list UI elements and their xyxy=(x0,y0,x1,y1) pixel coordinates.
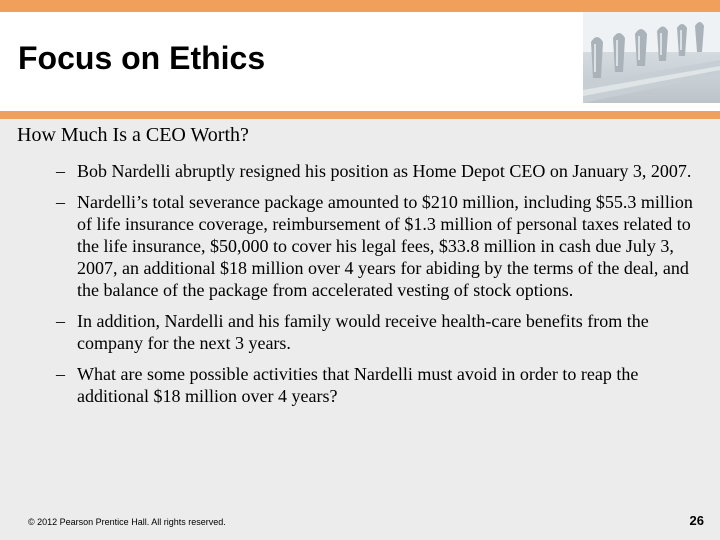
conference-room-photo xyxy=(583,12,720,103)
sub-point xyxy=(0,310,720,354)
dash-bullet: – xyxy=(56,161,65,181)
sub-point xyxy=(0,363,720,407)
page-number: 26 xyxy=(689,513,704,528)
header-divider xyxy=(0,111,720,119)
top-accent-bar xyxy=(0,0,720,12)
sub-point-text: Nardelli’s total severance package amounted to $210 million, including $55.3 million of life insurance coverage, reimbursement of $1.3 million of personal taxes related to the life insurance, $50,000 to cover his legal fees, $33.8 million in cash due July 3, 2007, an additional $18 million over 4 years for abiding by the terms of the deal, and the balance of the package from accelerated vesting of stock options. xyxy=(77,192,693,300)
sub-point-text: In addition, Nardelli and his family would receive health-care benefits from the company for the next 3 years. xyxy=(77,311,649,353)
dash-bullet: – xyxy=(56,364,65,384)
dash-bullet: – xyxy=(56,192,65,212)
main-point: How Much Is a CEO Worth? xyxy=(17,124,249,146)
sub-point-list xyxy=(0,160,720,416)
slide-title: Focus on Ethics xyxy=(18,40,266,76)
sub-point-text: Bob Nardelli abruptly resigned his position as Home Depot CEO on January 3, 2007. xyxy=(77,161,692,181)
copyright-footer: © 2012 Pearson Prentice Hall. All rights reserved. xyxy=(28,517,226,527)
sub-point xyxy=(0,191,720,301)
dash-bullet: – xyxy=(56,311,65,331)
sub-point xyxy=(0,160,720,182)
sub-point-text: What are some possible activities that Nardelli must avoid in order to reap the additional $18 million over 4 years? xyxy=(77,364,639,406)
